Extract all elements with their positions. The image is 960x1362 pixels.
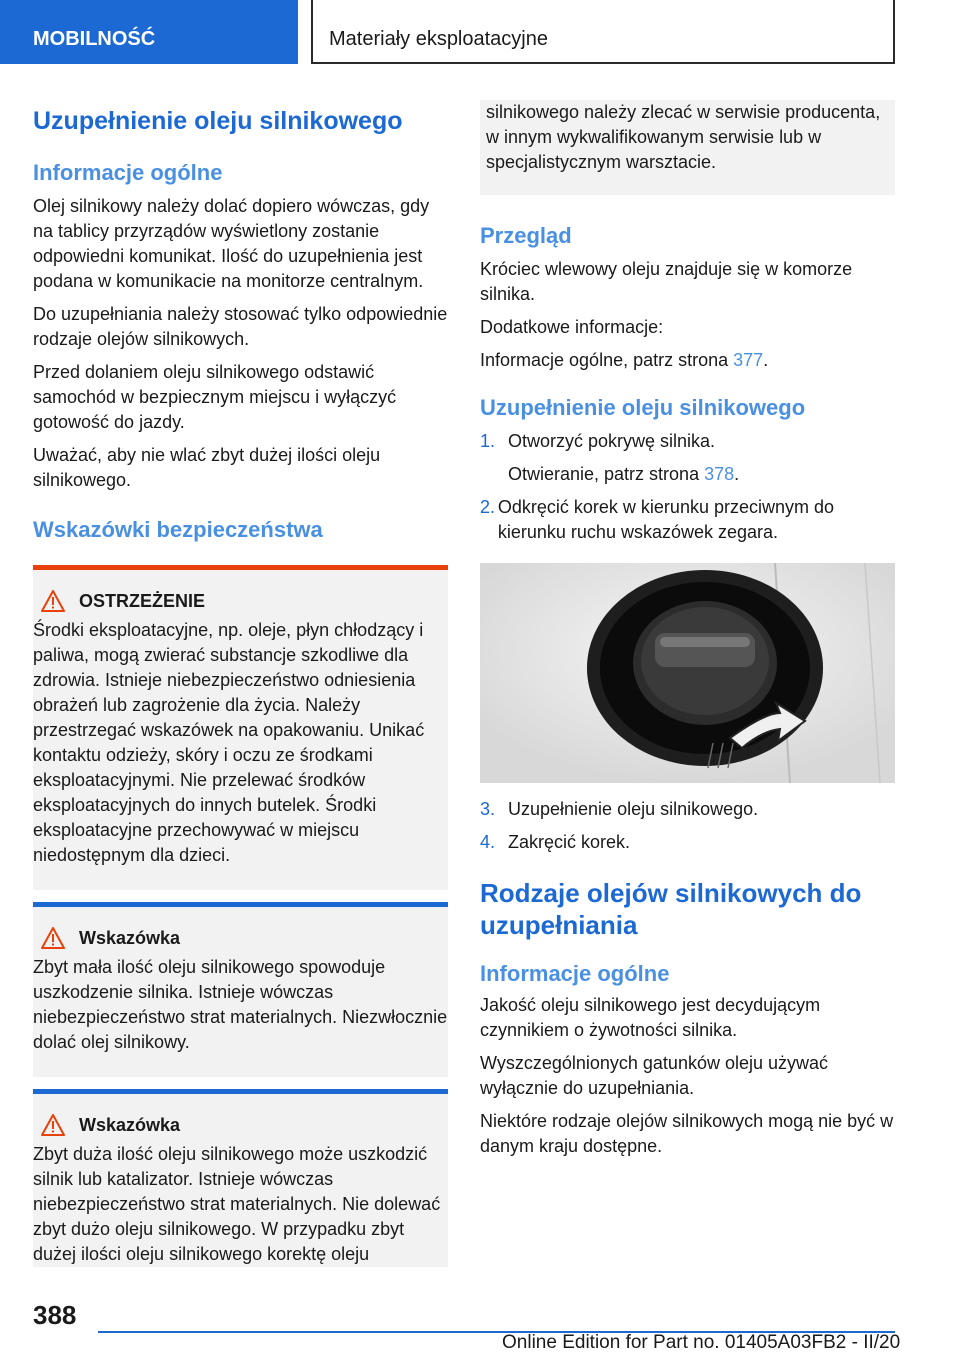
right-column — [480, 100, 895, 1159]
step-text: Zakręcić korek. — [508, 832, 631, 852]
step-number: 1. — [480, 431, 496, 451]
step-number: 4. — [480, 832, 496, 852]
warning-triangle-icon — [41, 927, 65, 949]
warning-title: OSTRZEŻENIE — [79, 590, 206, 611]
warning-text: Środki eksploatacyjne, np. oleje, płyn chłodzący i paliwa, mogą zwierać substancje szkodliwe dla zdrowia. Istnieje niebezpieczeństwo odniesienia obrażeń lub zagrożenie dla życia. Należy przestrzegać wskazówek na opakowaniu. Unikać kontaktu odzieży, skóry i oczu ze środkami eksploatacyjnymi. Nie przelewać środków eksploatacyjnych do innych butelek. Środki eksploatacyjne przechowywać w miejscu niedostępnym dla dzieci. — [33, 620, 425, 865]
page-number: 388 — [33, 1300, 77, 1330]
step-text: Uzupełnienie oleju silnikowego. — [508, 799, 759, 819]
general-paragraph-4: Uważać, aby nie wlać zbyt dużej ilości oleju silnikowego. — [33, 445, 381, 490]
types-heading: Rodzaje olejów silnikowych do uzupełniania — [480, 878, 862, 940]
overview-ref-suffix: . — [763, 350, 769, 370]
types-paragraph-1: Jakość oleju silnikowego jest decydującym czynnikiem o żywotności silnika. — [480, 995, 821, 1040]
note-box-2 — [33, 1089, 448, 1267]
step-text: Otworzyć pokrywę silnika. — [508, 431, 716, 451]
step-number: 2. — [480, 497, 496, 517]
general-paragraph-1: Olej silnikowy należy dolać dopiero wówczas, gdy na tablicy przyrządów wyświetlony zostanie odpowiedni komunikat. Ilość do uzupełnienia jest podana w komunikacie na monitorze centralnym. — [33, 196, 430, 291]
warning-triangle-icon — [41, 1114, 65, 1136]
step-sub-suffix: . — [734, 464, 740, 484]
warning-triangle-icon — [41, 590, 65, 612]
note-title-2: Wskazówka — [79, 1114, 181, 1135]
general-heading: Informacje ogólne — [33, 160, 223, 185]
footer-edition: Online Edition for Part no. 01405A03FB2 - II/20 — [502, 1332, 901, 1353]
page-title: Uzupełnienie oleju silnikowego — [33, 107, 403, 135]
warning-box — [33, 565, 448, 890]
list-item-sub — [480, 462, 895, 487]
chapter-tab — [311, 0, 895, 64]
overview-paragraph-3 — [480, 348, 895, 373]
note-box-2-continued — [480, 100, 895, 195]
list-item — [480, 797, 895, 822]
oil-cap-illustration — [480, 563, 895, 783]
step-number: 3. — [480, 799, 496, 819]
note-text-2-continued: silnikowego należy zlecać w serwisie producenta, w innym wykwalifikowanym serwisie lub w specjalistycznym warsztacie. — [486, 102, 881, 172]
note-box-1 — [33, 902, 448, 1077]
step-text: Odkręcić korek w kierunku przeciwnym do kierunku ruchu wskazówek zegara. — [497, 497, 835, 542]
overview-heading: Przegląd — [480, 223, 572, 248]
general-paragraph-2: Do uzupełniania należy stosować tylko odpowiednie rodzaje olejów silnikowych. — [33, 304, 448, 349]
page-link-377[interactable]: 377 — [733, 350, 764, 370]
note-text-1: Zbyt mała ilość oleju silnikowego spowoduje uszkodzenie silnika. Istnieje wówczas niebezpieczeństwo strat materialnych. Niezwłocznie dolać olej silnikowy. — [33, 957, 448, 1052]
page-link-378[interactable]: 378 — [704, 464, 735, 484]
list-item — [480, 429, 895, 454]
note-title-1: Wskazówka — [79, 927, 181, 948]
left-column — [33, 100, 448, 1267]
refill-heading: Uzupełnienie oleju silnikowego — [480, 395, 806, 420]
general-paragraph-3: Przed dolaniem oleju silnikowego odstawić samochód w bezpiecznym miejscu i wyłączyć gotowość do jazdy. — [33, 362, 397, 432]
overview-paragraph-2: Dodatkowe informacje: — [480, 317, 664, 337]
step-sub-text — [508, 462, 739, 487]
section-tab — [0, 0, 298, 64]
note-text-2: Zbyt duża ilość oleju silnikowego może uszkodzić silnik lub katalizator. Istnieje wówczas niebezpieczeństwo strat materialnych. Nie dolewać zbyt dużo oleju silnikowego. W przypadku zbyt dużej ilości oleju silnikowego korektę oleju — [33, 1144, 441, 1264]
list-item — [480, 495, 895, 545]
types-paragraph-2: Wyszczególnionych gatunków oleju używać wyłącznie do uzupełniania. — [480, 1053, 829, 1098]
chapter-label: Materiały eksploatacyjne — [329, 28, 548, 50]
safety-heading: Wskazówki bezpieczeństwa — [33, 517, 323, 542]
overview-ref-text: Informacje ogólne, patrz strona — [480, 350, 734, 370]
list-item — [480, 830, 895, 855]
types-general-heading: Informacje ogólne — [480, 961, 670, 986]
types-paragraph-3: Niektóre rodzaje olejów silnikowych mogą nie być w danym kraju dostępne. — [480, 1111, 894, 1156]
section-label: MOBILNOŚĆ — [33, 28, 156, 50]
step-sub-prefix: Otwieranie, patrz strona — [508, 464, 705, 484]
oil-cap-photo — [480, 563, 895, 783]
overview-paragraph-1: Króciec wlewowy oleju znajduje się w komorze silnika. — [480, 259, 853, 304]
